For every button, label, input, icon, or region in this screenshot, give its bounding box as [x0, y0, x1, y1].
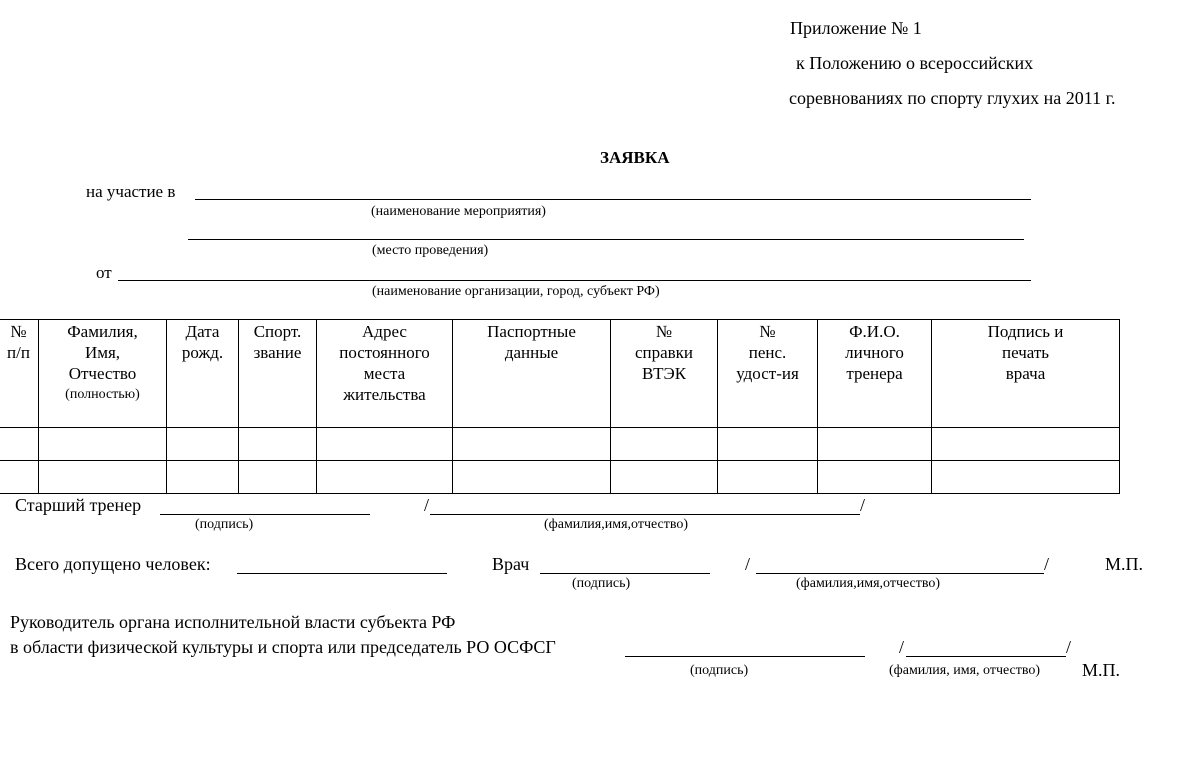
head-official-title-line2: в области физической культуры и спорта или председатель РО ОСФСГ — [10, 637, 556, 657]
table-row — [0, 461, 1120, 494]
table-header-row — [0, 320, 1120, 428]
table-cell[interactable] — [718, 428, 818, 461]
coach-slash-close: / — [860, 495, 866, 515]
organization-field[interactable] — [118, 280, 1031, 281]
table-cell[interactable] — [932, 461, 1120, 494]
doctor-signature-field[interactable] — [540, 573, 710, 574]
column-header-full-name: Фамилия, Имя, Отчество (полностью) — [39, 320, 167, 428]
table-cell[interactable] — [818, 461, 932, 494]
column-header-passport: Паспортные данные — [453, 320, 611, 428]
doctor-seal-mark: М.П. — [1105, 554, 1144, 574]
table-cell[interactable] — [611, 461, 718, 494]
full-name-note: (полностью) — [65, 387, 140, 402]
table-cell[interactable] — [167, 461, 239, 494]
doctor-signature-caption: (подпись) — [572, 576, 631, 591]
appendix-reference: к Положению о всероссийских — [796, 53, 1034, 73]
head-official-signature-field[interactable] — [625, 656, 865, 657]
table-cell[interactable] — [317, 461, 453, 494]
table-cell[interactable] — [818, 428, 932, 461]
head-official-seal-mark: М.П. — [1082, 660, 1121, 680]
table-cell[interactable] — [932, 428, 1120, 461]
doctor-label: Врач — [492, 554, 530, 574]
coach-slash-open: / — [424, 495, 430, 515]
from-label: от — [96, 263, 112, 282]
column-header-vtek: № справки ВТЭК — [611, 320, 718, 428]
document-title: ЗАЯВКА — [600, 148, 670, 167]
table-cell[interactable] — [611, 428, 718, 461]
coach-signature-field[interactable] — [160, 514, 370, 515]
table-cell[interactable] — [317, 428, 453, 461]
event-place-caption: (место проведения) — [372, 243, 489, 258]
participants-table — [0, 319, 1120, 494]
doctor-slash-open: / — [745, 554, 751, 574]
table-cell[interactable] — [718, 461, 818, 494]
head-official-fio-field[interactable] — [906, 656, 1066, 657]
table-cell[interactable] — [239, 461, 317, 494]
doctor-slash-close: / — [1044, 554, 1050, 574]
column-header-birth-date: Дата рожд. — [167, 320, 239, 428]
participation-label: на участие в — [86, 182, 176, 201]
column-header-coach: Ф.И.О. личного тренера — [818, 320, 932, 428]
table-cell[interactable] — [239, 428, 317, 461]
column-header-doctor-signature: Подпись и печать врача — [932, 320, 1120, 428]
head-official-signature-caption: (подпись) — [690, 663, 749, 678]
event-name-caption: (наименование мероприятия) — [371, 204, 546, 219]
doctor-fio-caption: (фамилия,имя,отчество) — [796, 576, 941, 591]
column-header-pension: № пенс. удост-ия — [718, 320, 818, 428]
senior-coach-label: Старший тренер — [15, 495, 142, 515]
event-name-field[interactable] — [195, 199, 1031, 200]
event-place-field[interactable] — [188, 239, 1024, 240]
appendix-subject: соревнованиях по спорту глухих на 2011 г. — [789, 88, 1116, 108]
appendix-number: Приложение № 1 — [790, 18, 922, 38]
table-cell[interactable] — [453, 428, 611, 461]
column-header-address: Адрес постоянного места жительства — [317, 320, 453, 428]
table-cell[interactable] — [39, 461, 167, 494]
table-cell[interactable] — [0, 428, 39, 461]
head-official-title-line1: Руководитель органа исполнительной власти субъекта РФ — [10, 612, 456, 632]
doctor-fio-field[interactable] — [756, 573, 1044, 574]
table-cell[interactable] — [167, 428, 239, 461]
admitted-count-label: Всего допущено человек: — [15, 554, 211, 574]
head-official-slash-close: / — [1066, 637, 1072, 657]
column-header-number: № п/п — [0, 320, 39, 428]
table-cell[interactable] — [0, 461, 39, 494]
coach-signature-caption: (подпись) — [195, 517, 254, 532]
admitted-count-field[interactable] — [237, 573, 447, 574]
head-official-fio-caption: (фамилия, имя, отчество) — [889, 663, 1041, 678]
table-cell[interactable] — [39, 428, 167, 461]
table-cell[interactable] — [453, 461, 611, 494]
coach-fio-caption: (фамилия,имя,отчество) — [544, 517, 689, 532]
column-header-sport-rank: Спорт. звание — [239, 320, 317, 428]
coach-fio-field[interactable] — [430, 514, 860, 515]
head-official-slash-open: / — [899, 637, 905, 657]
table-row — [0, 428, 1120, 461]
organization-caption: (наименование организации, город, субъект РФ) — [372, 284, 660, 299]
